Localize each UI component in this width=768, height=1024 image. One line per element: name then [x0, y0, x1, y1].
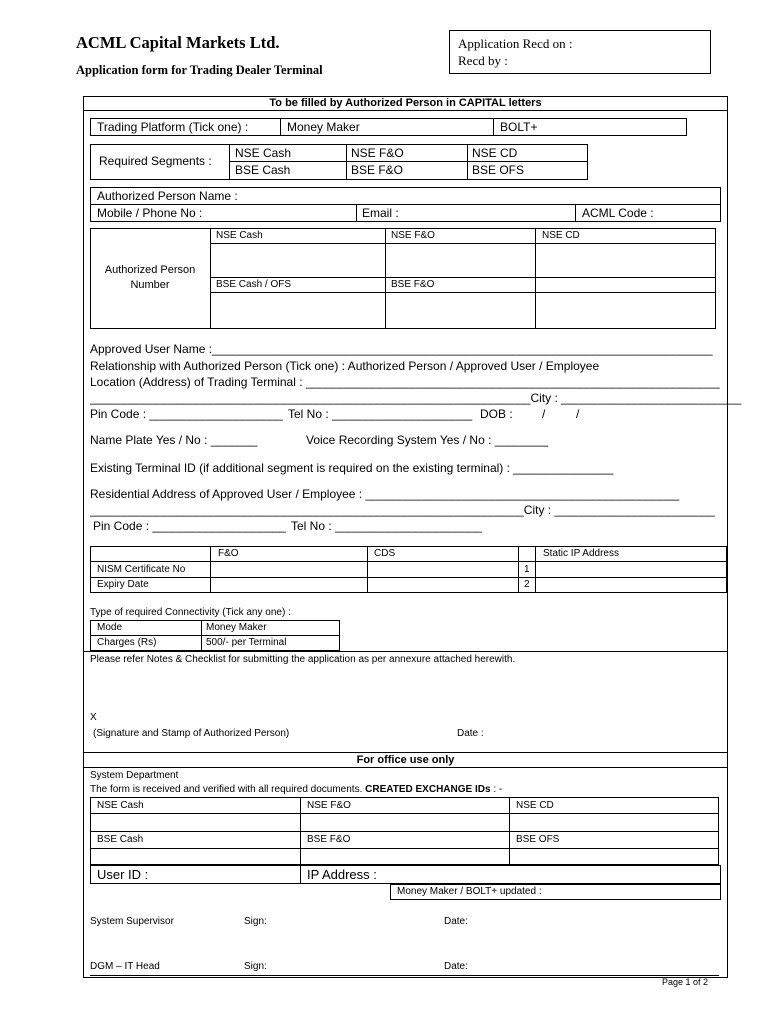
segment-nse-fo[interactable]: NSE F&O — [351, 146, 404, 160]
user-id-row — [90, 865, 721, 884]
relationship-line[interactable]: Relationship with Authorized Person (Tick one) : Authorized Person / Approved User / Employee — [90, 359, 600, 373]
segment-nse-cash[interactable]: NSE Cash — [235, 146, 292, 160]
notes-text: Please refer Notes & Checklist for submitting the application as per annexure attached herewith. — [90, 654, 516, 665]
dob-separator-1: / — [542, 407, 546, 421]
signature-date[interactable]: Date : — [457, 728, 484, 739]
receipt-box — [449, 30, 711, 74]
nism-table — [90, 546, 727, 593]
page-number: Page 1 of 2 — [662, 977, 709, 987]
existing-terminal-field[interactable]: Existing Terminal ID (if additional segment is required on the existing terminal) : _______________ — [90, 461, 614, 475]
tel-no-field[interactable]: Tel No : _____________________ — [288, 407, 473, 421]
segment-nse-cd[interactable]: NSE CD — [472, 146, 518, 160]
dob-separator-2: / — [576, 407, 580, 421]
approved-user-name[interactable]: Approved User Name :___________________________________________________________________________ — [90, 342, 713, 356]
platform-money-maker[interactable]: Money Maker — [287, 120, 360, 134]
platform-label: Trading Platform (Tick one) : — [97, 120, 249, 134]
voice-recording-field[interactable]: Voice Recording System Yes / No : ________ — [306, 433, 549, 447]
expiry-date-label: Expiry Date — [97, 579, 149, 590]
apn-nse-fo: NSE F&O — [391, 230, 435, 241]
connectivity-label: Type of required Connectivity (Tick any one) : — [90, 607, 291, 618]
dgm-label: DGM – IT Head — [90, 961, 160, 972]
id-bse-ofs: BSE OFS — [516, 834, 560, 845]
pin-code-field[interactable]: Pin Code : ____________________ — [90, 407, 283, 421]
id-nse-fo: NSE F&O — [307, 800, 351, 811]
supervisor-label: System Supervisor — [90, 916, 174, 927]
form-title: Application form for Trading Dealer Terminal — [76, 63, 323, 77]
mode-label: Mode — [97, 622, 123, 633]
segment-bse-fo[interactable]: BSE F&O — [351, 163, 404, 177]
office-use-heading: For office use only — [356, 754, 455, 766]
nism-header-fo: F&O — [218, 548, 239, 559]
id-bse-fo: BSE F&O — [307, 834, 351, 845]
recd-by-label: Recd by : — [458, 53, 508, 68]
signature-label[interactable]: (Signature and Stamp of Authorized Person) — [93, 728, 290, 739]
segments-label: Required Segments : — [99, 154, 212, 168]
ap-mobile-field[interactable]: Mobile / Phone No : — [97, 206, 203, 220]
charges-label: Charges (Rs) — [97, 637, 157, 648]
residential-city-line[interactable]: _________________________________________________________________City : ________________________ — [90, 503, 715, 517]
res-tel-no-field[interactable]: Tel No : ______________________ — [291, 519, 482, 533]
res-pin-code-field[interactable]: Pin Code : ____________________ — [93, 519, 286, 533]
residential-address-field[interactable]: Residential Address of Approved User / Employee : _______________________________________________ — [90, 487, 680, 501]
ap-number-label-2: Number — [130, 279, 170, 291]
supervisor-sign[interactable]: Sign: — [244, 916, 267, 927]
id-bse-cash: BSE Cash — [97, 834, 144, 845]
ip-number-2: 2 — [524, 579, 530, 590]
instructions-heading: To be filled by Authorized Person in CAPITAL letters — [269, 97, 542, 109]
ip-address-field[interactable]: IP Address : — [307, 867, 377, 882]
id-nse-cash: NSE Cash — [97, 800, 144, 811]
nism-cert-label: NISM Certificate No — [97, 564, 186, 575]
name-plate-field[interactable]: Name Plate Yes / No : _______ — [90, 433, 258, 447]
system-department-label: System Department — [90, 770, 179, 781]
ap-name-field[interactable]: Authorized Person Name : — [97, 189, 238, 203]
ip-number-1: 1 — [524, 564, 530, 575]
verified-statement: The form is received and verified with all required documents. CREATED EXCHANGE IDs : - — [90, 784, 503, 795]
supervisor-date[interactable]: Date: — [444, 916, 468, 927]
nism-header-cds: CDS — [374, 548, 396, 559]
id-nse-cd: NSE CD — [516, 800, 554, 811]
user-id-field[interactable]: User ID : — [97, 867, 149, 882]
location-city-line[interactable]: __________________________________________________________________City : ___________________________ — [90, 391, 742, 405]
apn-nse-cd: NSE CD — [542, 230, 580, 241]
apn-bse-fo: BSE F&O — [391, 279, 435, 290]
dgm-sign[interactable]: Sign: — [244, 961, 267, 972]
dob-field[interactable]: DOB : — [480, 407, 513, 421]
nism-header-static-ip: Static IP Address — [543, 548, 619, 559]
platform-bolt[interactable]: BOLT+ — [500, 120, 538, 134]
signature-x-mark: X — [90, 712, 97, 723]
apn-nse-cash: NSE Cash — [216, 230, 263, 241]
dgm-date[interactable]: Date: — [444, 961, 468, 972]
apn-bse-cash-ofs: BSE Cash / OFS — [216, 279, 292, 290]
recd-on-label: Application Recd on : — [458, 36, 573, 51]
mode-value[interactable]: Money Maker — [206, 622, 267, 633]
ap-acml-code-field[interactable]: ACML Code : — [582, 206, 654, 220]
segment-bse-ofs[interactable]: BSE OFS — [472, 163, 525, 177]
company-name: ACML Capital Markets Ltd. — [76, 33, 280, 52]
ap-email-field[interactable]: Email : — [362, 206, 399, 220]
mm-updated-label[interactable]: Money Maker / BOLT+ updated : — [397, 886, 542, 897]
segment-bse-cash[interactable]: BSE Cash — [235, 163, 291, 177]
location-line[interactable]: Location (Address) of Trading Terminal : ______________________________________________________________ — [90, 375, 720, 389]
ap-number-label-1: Authorized Person — [104, 264, 196, 276]
charges-value: 500/- per Terminal — [206, 637, 287, 648]
